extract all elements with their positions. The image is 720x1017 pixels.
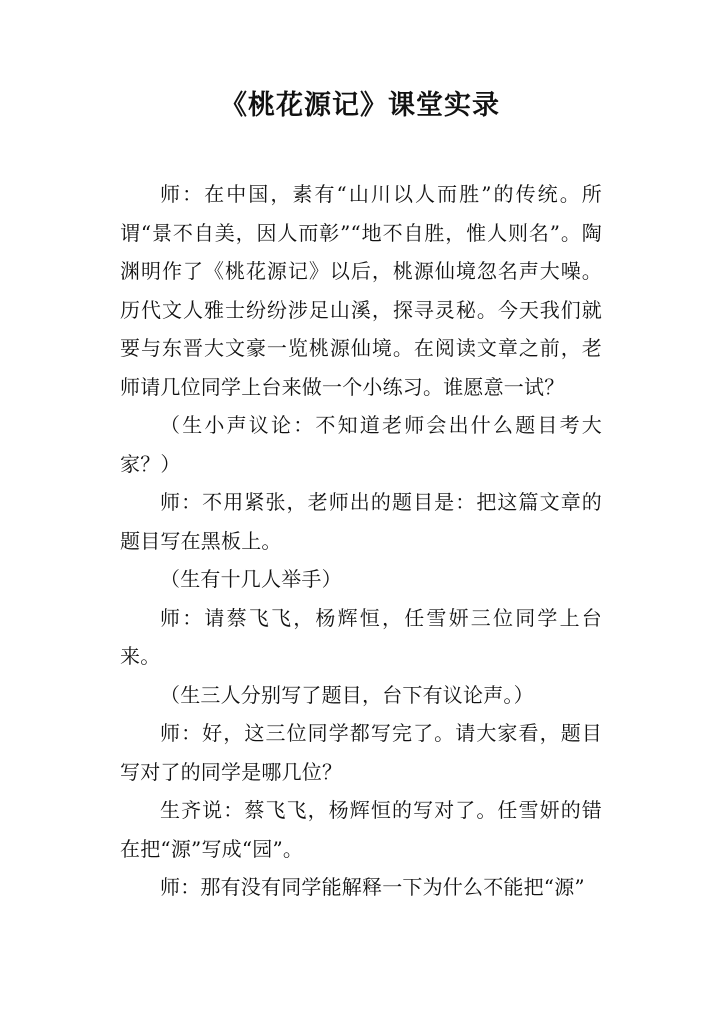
paragraph-teacher-invite: 师：请蔡飞飞，杨辉恒，任雪妍三位同学上台来。 (120, 605, 602, 668)
paragraph-students-write: （生三人分别写了题目，台下有议论声。） (160, 682, 534, 707)
paragraph-students-raise-hands: （生有十几人举手） (160, 567, 342, 591)
document-title: 《桃花源记》课堂实录 (220, 90, 500, 121)
paragraph-teacher-question: 师：那有没有同学能解释一下为什么不能把“源” (160, 875, 585, 899)
paragraph-teacher-ask: 师：好，这三位同学都写完了。请大家看，题目写对了的同学是哪几位？ (120, 721, 602, 784)
paragraph-teacher-intro: 师：在中国，素有“山川以人而胜”的传统。所谓“景不自美，因人而彰”“地不自胜，惟人则名”。陶渊明作了《桃花源记》以后，桃源仙境忽名声大噪。历代文人雅士纷纷涉足山溪，探寻灵秘。今天我们就要与东晋大文豪一览桃源仙境。在阅读文章之前，老师请几位同学上台来做一个小练习。谁愿意一试？ (120, 182, 602, 399)
paragraph-student-whisper: （生小声议论：不知道老师会出什么题目考大家？） (120, 413, 602, 476)
document-body (120, 175, 602, 907)
paragraph-students-answer: 生齐说：蔡飞飞，杨辉恒的写对了。任雪妍的错在把“源”写成“园”。 (120, 798, 602, 861)
paragraph-teacher-task: 师：不用紧张，老师出的题目是：把这篇文章的题目写在黑板上。 (120, 490, 602, 553)
